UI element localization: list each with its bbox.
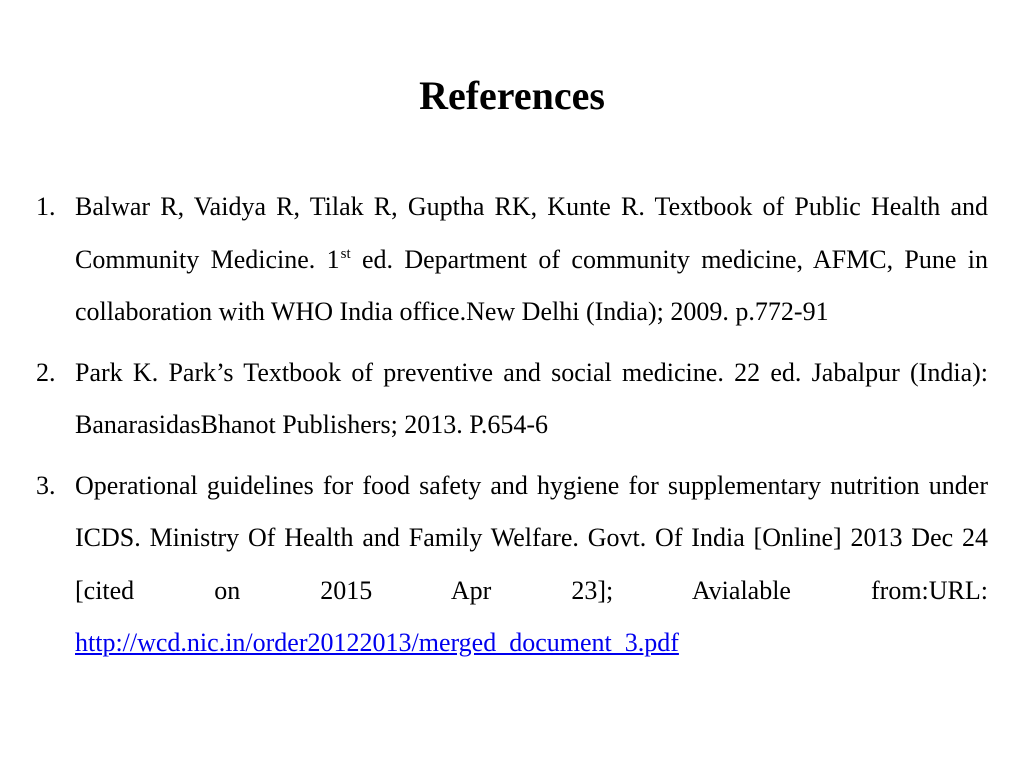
reference-list xyxy=(36,181,988,678)
reference-text-part: Balwar R, Vaidya R, Tilak R, Guptha RK, Kunte R. Textbook of Public Health and Community Medicine. 1 xyxy=(75,192,988,274)
reference-item xyxy=(36,347,988,452)
reference-text xyxy=(75,181,988,339)
reference-text: Park K. Park’s Textbook of preventive and social medicine. 22 ed. Jabalpur (India): BanarasidasBhanot Publishers; 2013. P.654-6 xyxy=(75,357,988,439)
reference-number: 1. xyxy=(36,192,56,221)
reference-number: 3. xyxy=(36,470,56,500)
reference-text xyxy=(75,460,988,670)
page-title: References xyxy=(419,73,605,118)
reference-item xyxy=(36,460,988,670)
reference-text-part: Operational guidelines for food safety and hygiene for supplementary nutrition under ICDS. Ministry Of Health and Family Welfare. Govt. Of India [Online] 2013 Dec 24 [cited on 2015 Apr 23]; Avialable from:URL: xyxy=(75,470,988,605)
reference-text-part: ed. Department of community medicine, AFMC, Pune in collaboration with WHO India office.New Delhi (India); 2009. p.772-91 xyxy=(75,244,988,326)
superscript: st xyxy=(340,245,351,262)
reference-item xyxy=(36,181,988,339)
reference-link[interactable]: http://wcd.nic.in/order20122013/merged_document_3.pdf xyxy=(75,628,679,657)
reference-number: 2. xyxy=(36,357,56,387)
